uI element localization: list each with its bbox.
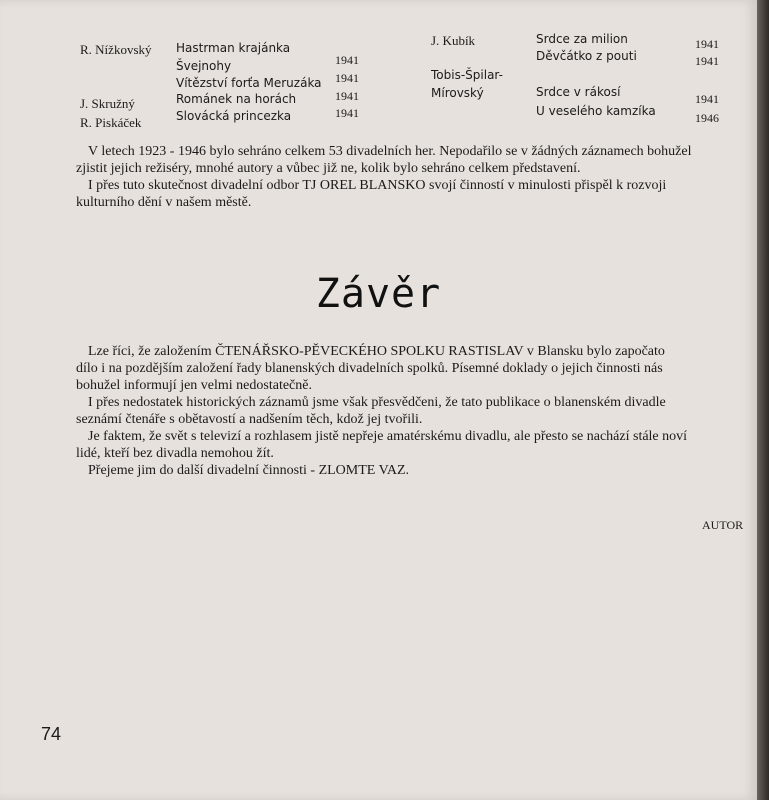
play-title: U veselého kamzíka	[536, 104, 656, 118]
play-title: Děvčátko z pouti	[536, 49, 637, 63]
conclusion-line: Přejeme jim do další divadelní činnosti - ZLOMTE VAZ.	[88, 463, 410, 478]
play-year: 1941	[335, 71, 359, 85]
director-name: R. Nížkovský	[80, 42, 152, 57]
play-year: 1941	[695, 54, 719, 68]
director-name: Mírovský	[431, 86, 484, 100]
director-name: J. Skružný	[80, 96, 135, 111]
conclusion-text	[76, 343, 750, 479]
play-title: Švejnohy	[176, 59, 232, 73]
page-number: 74	[41, 724, 62, 744]
play-year: 1941	[335, 53, 359, 67]
conclusion-line: Je faktem, že svět s televizí a rozhlasem jistě nepřeje amatérskému divadlu, ale přesto se nachází stále noví	[88, 429, 688, 444]
section-heading: Závěr	[315, 271, 442, 317]
summary-paragraph	[76, 143, 750, 211]
play-year: 1946	[695, 111, 719, 125]
play-title: Srdce za milion	[536, 32, 628, 46]
summary-line: I přes tuto skutečnost divadelní odbor TJ OREL BLANSKO svojí činností v minulosti přispěl k rozvoji	[88, 178, 667, 193]
play-title: Hastrman krajánka	[176, 41, 291, 55]
play-title: Románek na horách	[176, 92, 297, 106]
director-name: J. Kubík	[431, 33, 476, 48]
conclusion-line: seznámí čtenáře s obětavostí a nadšením těch, kdož jej tvořili.	[76, 412, 423, 427]
summary-line: V letech 1923 - 1946 bylo sehráno celkem 53 divadelních her. Nepodařilo se v žádných záznamech bohužel	[88, 144, 692, 159]
play-year: 1941	[695, 37, 719, 51]
play-year: 1941	[335, 106, 359, 120]
conclusion-line: I přes nedostatek historických záznamů jsme však přesvědčeni, že tato publikace o blanenském divadle	[88, 395, 666, 410]
play-year: 1941	[335, 89, 359, 103]
play-year: 1941	[695, 92, 719, 106]
summary-line: zjistit jejich režiséry, mnohé autory a vůbec již ne, kolik bylo sehráno celkem představení.	[76, 161, 581, 176]
conclusion-line: bohužel informují jen velmi nedostatečně.	[76, 378, 312, 393]
summary-line: kulturního dění v našem městě.	[76, 195, 252, 210]
play-title: Srdce v rákosí	[536, 85, 621, 99]
play-title: Vítězství forťa Meruzáka	[176, 76, 322, 90]
conclusion-line: Lze říci, že založením ČTENÁŘSKO-PĚVECKÉHO SPOLKU RASTISLAV v Blansku bylo započato	[88, 344, 665, 359]
conclusion-line: lidé, kteří bez divadla nemohou žít.	[76, 446, 274, 461]
page-edge-shadow	[757, 0, 769, 800]
director-name: R. Piskáček	[80, 115, 142, 130]
director-name: Tobis-Špilar-	[431, 68, 503, 82]
author-signature: AUTOR	[702, 518, 744, 532]
play-title: Slovácká princezka	[176, 109, 292, 123]
conclusion-line: dílo i na pozdějším založení řady blanenských divadelních spolků. Písemné doklady o jejich činnosti nás	[76, 361, 663, 376]
